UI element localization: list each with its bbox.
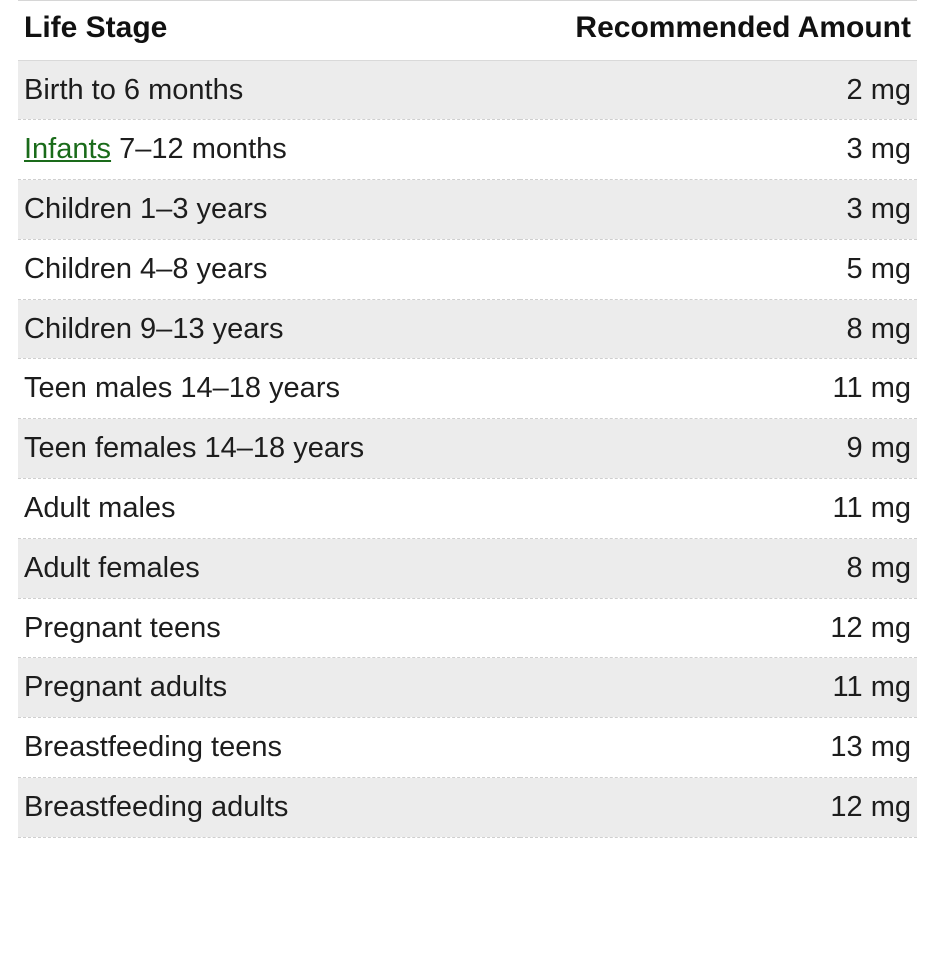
cell-recommended-amount: 11 mg xyxy=(520,658,917,718)
life-stage-text: Adult females xyxy=(24,551,200,584)
life-stage-text: Children 4–8 years xyxy=(24,252,268,285)
table-row xyxy=(18,718,917,778)
table-row xyxy=(18,359,917,419)
table-row xyxy=(18,479,917,539)
life-stage-text: Teen females 14–18 years xyxy=(24,432,365,465)
cell-recommended-amount: 3 mg xyxy=(520,180,917,240)
table-row xyxy=(18,60,917,120)
life-stage-text: Children 9–13 years xyxy=(24,312,284,345)
column-header-life-stage: Life Stage xyxy=(18,1,520,61)
cell-recommended-amount: 11 mg xyxy=(520,359,917,419)
cell-life-stage xyxy=(18,120,520,180)
cell-recommended-amount: 12 mg xyxy=(520,598,917,658)
cell-life-stage xyxy=(18,778,520,838)
cell-life-stage xyxy=(18,479,520,539)
cell-recommended-amount: 2 mg xyxy=(520,60,917,120)
cell-life-stage xyxy=(18,658,520,718)
life-stage-text: Pregnant adults xyxy=(24,671,228,704)
cell-recommended-amount: 12 mg xyxy=(520,778,917,838)
cell-life-stage xyxy=(18,299,520,359)
column-header-recommended-amount: Recommended Amount xyxy=(520,1,917,61)
cell-life-stage xyxy=(18,239,520,299)
cell-recommended-amount: 13 mg xyxy=(520,718,917,778)
table-row xyxy=(18,778,917,838)
life-stage-text: Breastfeeding teens xyxy=(24,731,282,764)
recommended-amounts-table xyxy=(18,0,917,838)
life-stage-text: Adult males xyxy=(24,492,176,525)
table-header xyxy=(18,1,917,61)
table-body xyxy=(18,60,917,837)
cell-recommended-amount: 5 mg xyxy=(520,239,917,299)
table-row xyxy=(18,299,917,359)
life-stage-link[interactable]: Infants xyxy=(24,133,112,166)
cell-life-stage xyxy=(18,718,520,778)
life-stage-text: Teen males 14–18 years xyxy=(24,372,340,405)
table-row xyxy=(18,180,917,240)
table-bottom-spacer xyxy=(18,838,917,850)
cell-life-stage xyxy=(18,598,520,658)
cell-life-stage xyxy=(18,538,520,598)
cell-life-stage xyxy=(18,180,520,240)
table-row xyxy=(18,120,917,180)
table-header-row xyxy=(18,1,917,61)
cell-recommended-amount: 11 mg xyxy=(520,479,917,539)
table-row xyxy=(18,239,917,299)
life-stage-text: Birth to 6 months xyxy=(24,73,244,106)
life-stage-text: Pregnant teens xyxy=(24,611,221,644)
life-stage-text: Children 1–3 years xyxy=(24,193,268,226)
life-stage-text: Breastfeeding adults xyxy=(24,791,289,824)
table-row xyxy=(18,538,917,598)
table-row xyxy=(18,419,917,479)
table-row xyxy=(18,658,917,718)
cell-recommended-amount: 8 mg xyxy=(520,299,917,359)
cell-recommended-amount: 8 mg xyxy=(520,538,917,598)
cell-life-stage xyxy=(18,419,520,479)
table-row xyxy=(18,598,917,658)
cell-recommended-amount: 9 mg xyxy=(520,419,917,479)
life-stage-text: 7–12 months xyxy=(111,133,287,166)
cell-recommended-amount: 3 mg xyxy=(520,120,917,180)
cell-life-stage xyxy=(18,359,520,419)
cell-life-stage xyxy=(18,60,520,120)
